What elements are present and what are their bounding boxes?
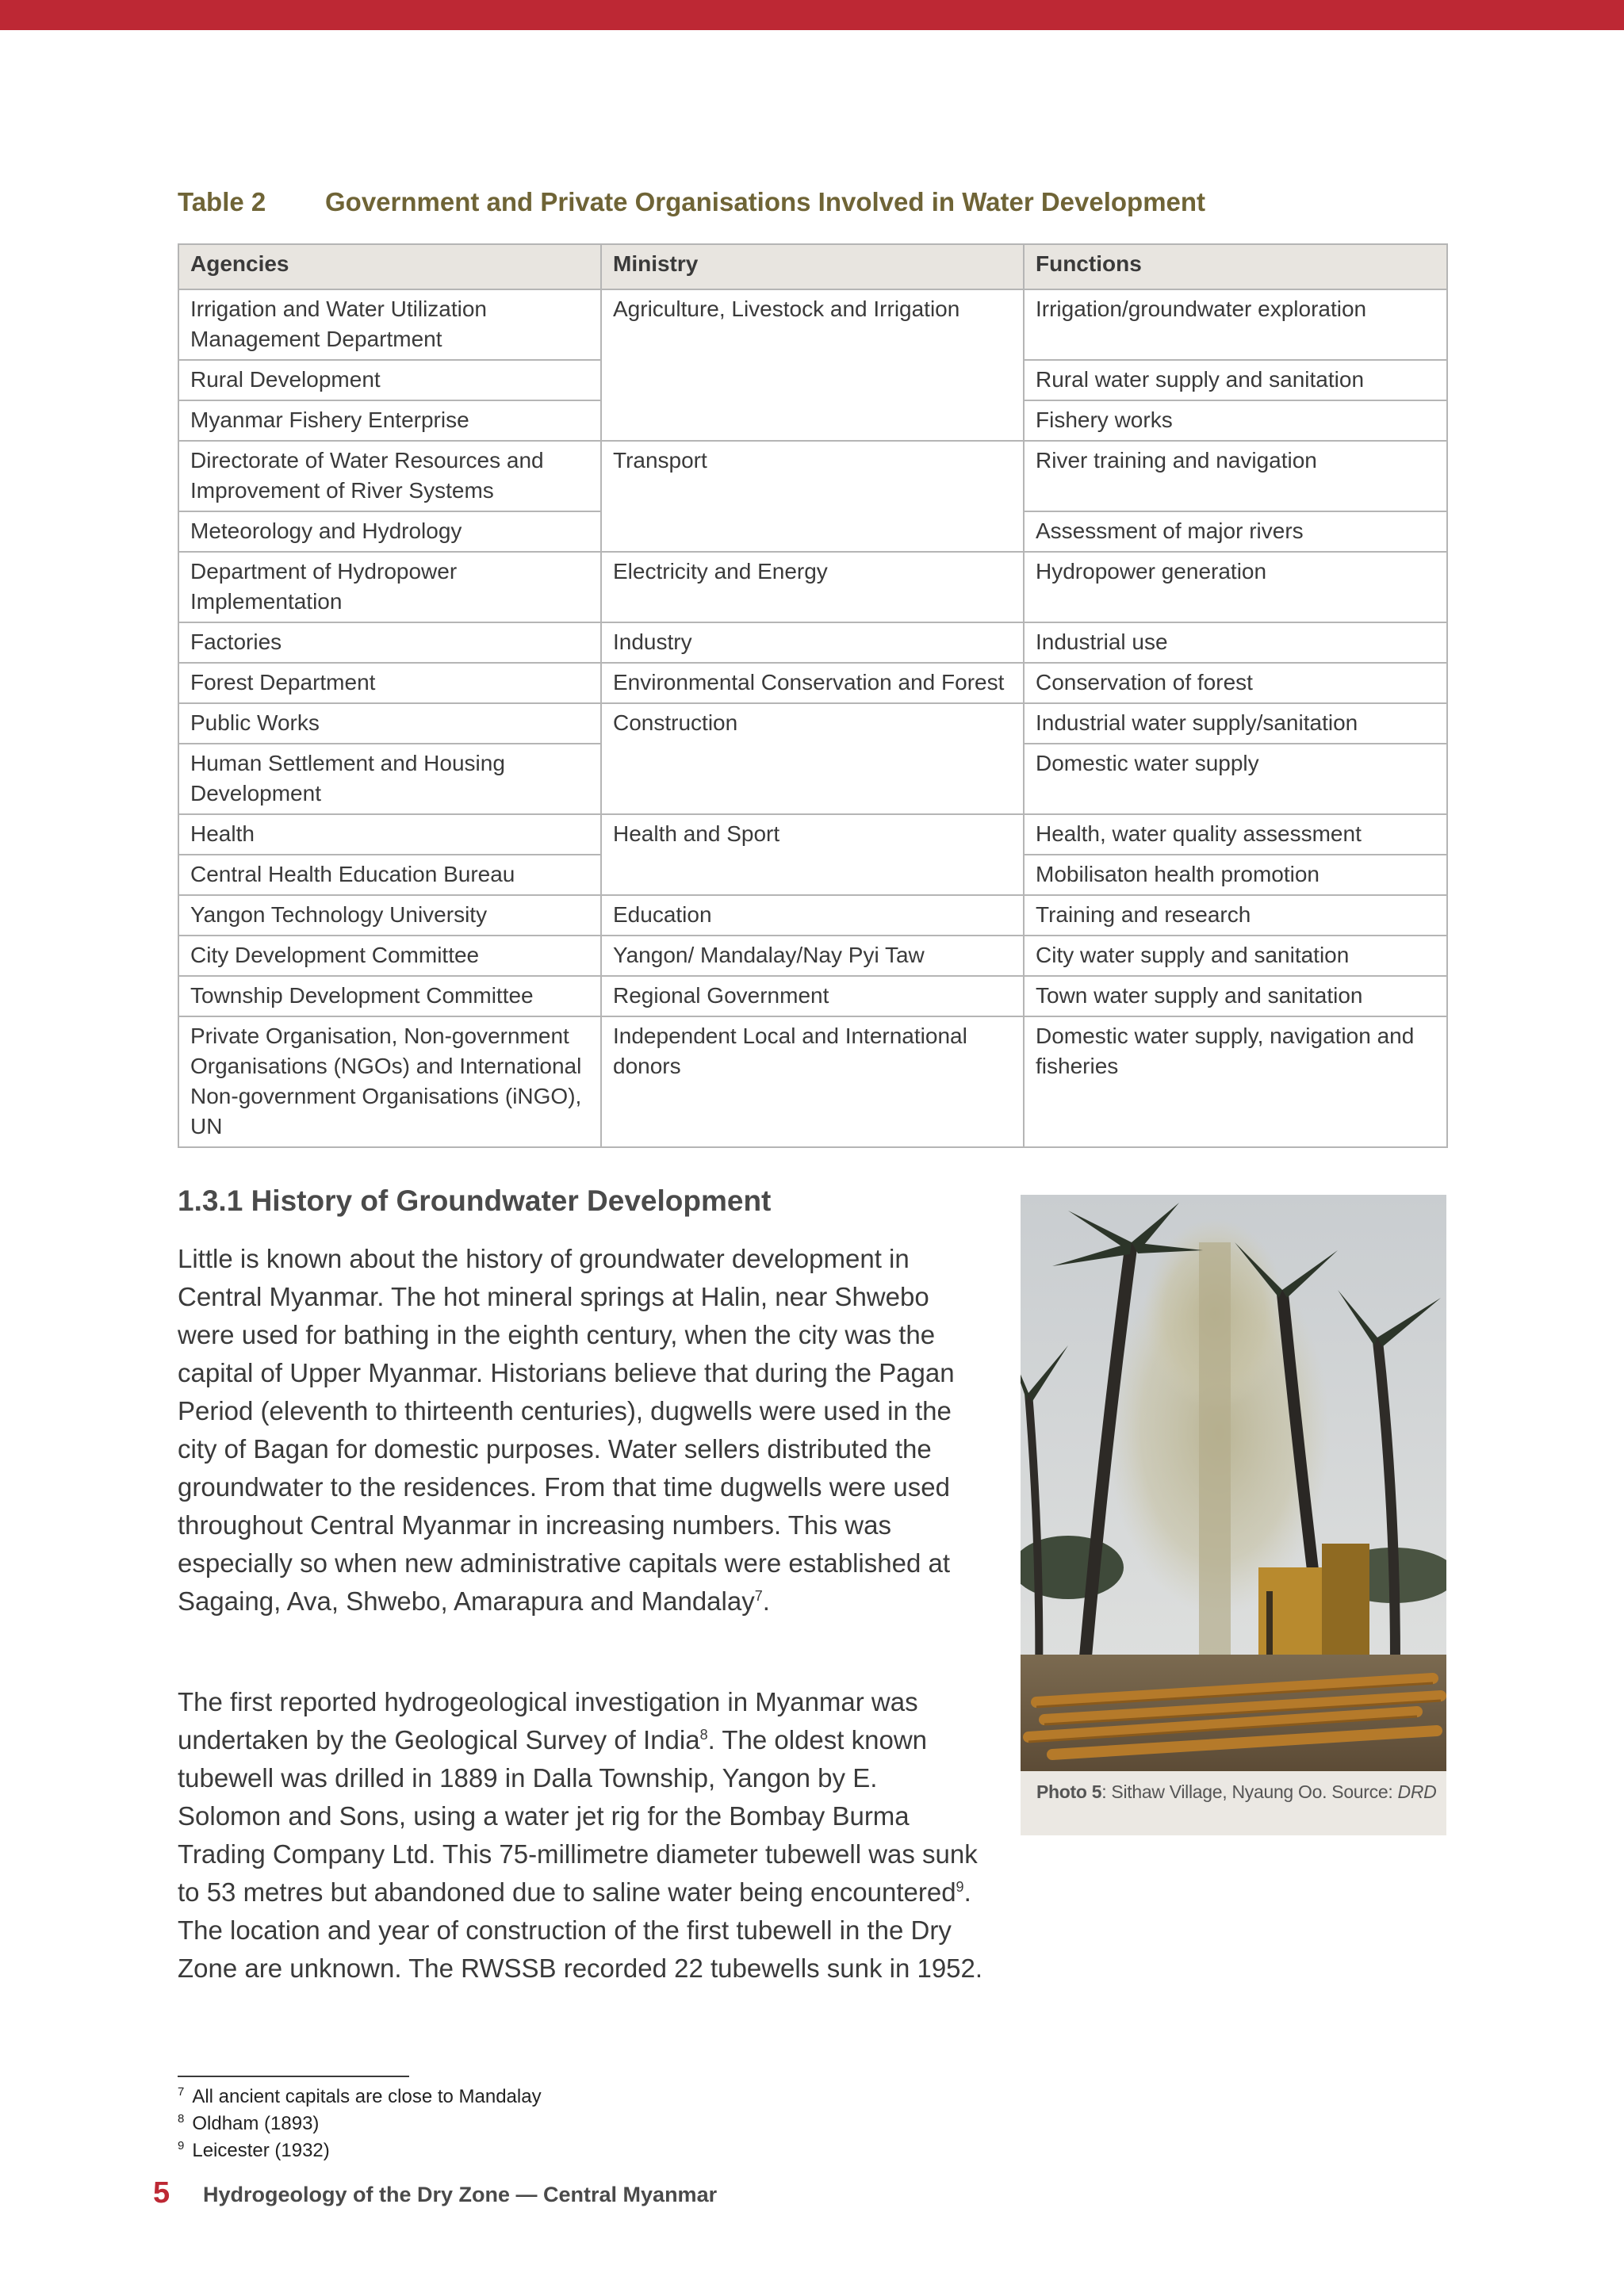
top-accent-bar xyxy=(0,0,1624,30)
header-functions: Functions xyxy=(1024,244,1447,289)
paragraph-text: . The location and year of construction of the first tubewell in the Dry Zone are unknown. The RWSSB recorded 22 tubewells sunk in 1952. xyxy=(178,1877,983,1983)
ministry-cell: Electricity and Energy xyxy=(601,552,1024,622)
footnote-text: All ancient capitals are close to Mandalay xyxy=(192,2086,542,2107)
ministry-cell: Agriculture, Livestock and Irrigation xyxy=(601,289,1024,441)
footnote xyxy=(178,2084,542,2110)
organisations-table xyxy=(178,243,1448,1148)
footnotes xyxy=(178,2084,542,2164)
header-ministry: Ministry xyxy=(601,244,1024,289)
table-row xyxy=(178,936,1447,976)
header-agencies: Agencies xyxy=(178,244,601,289)
ministry-cell: Health and Sport xyxy=(601,814,1024,895)
photo-caption xyxy=(1036,1781,1436,1803)
footnote-text: Oldham (1893) xyxy=(192,2113,320,2134)
table-row xyxy=(178,895,1447,936)
running-title: Hydrogeology of the Dry Zone — Central Myanmar xyxy=(203,2183,718,2206)
photo-caption-text: : Sithaw Village, Nyaung Oo. Source: xyxy=(1101,1781,1398,1802)
footnote-number: 9 xyxy=(178,2139,185,2152)
drilling-photo xyxy=(1021,1195,1446,1771)
agency-cell: City Development Committee xyxy=(178,936,601,976)
table-row xyxy=(178,622,1447,663)
agency-cell: Health xyxy=(178,814,601,855)
agency-cell: Rural Development xyxy=(178,360,601,400)
footnote-text: Leicester (1932) xyxy=(192,2140,330,2161)
section-heading: 1.3.1 History of Groundwater Development xyxy=(178,1184,772,1217)
ministry-cell: Regional Government xyxy=(601,976,1024,1016)
function-cell: Domestic water supply xyxy=(1024,744,1447,814)
photo-figure xyxy=(1021,1195,1446,1835)
table-title: Government and Private Organisations Involved in Water Development xyxy=(325,187,1206,216)
agency-cell: Township Development Committee xyxy=(178,976,601,1016)
ministry-cell: Construction xyxy=(601,703,1024,814)
function-cell: Assessment of major rivers xyxy=(1024,511,1447,552)
agency-cell: Meteorology and Hydrology xyxy=(178,511,601,552)
table-caption xyxy=(178,187,1446,217)
table-row xyxy=(178,1016,1447,1147)
table-row xyxy=(178,441,1447,511)
agency-cell: Public Works xyxy=(178,703,601,744)
table-row xyxy=(178,663,1447,703)
ministry-cell: Industry xyxy=(601,622,1024,663)
function-cell: Rural water supply and sanitation xyxy=(1024,360,1447,400)
function-cell: Health, water quality assessment xyxy=(1024,814,1447,855)
footnote-ref[interactable]: 9 xyxy=(956,1879,964,1895)
footnote-ref[interactable]: 7 xyxy=(754,1588,763,1604)
photo-label: Photo 5 xyxy=(1036,1781,1102,1802)
function-cell: Town water supply and sanitation xyxy=(1024,976,1447,1016)
paragraph-text: . The oldest known tubewell was drilled in 1889 in Dalla Township, Yangon by E. Solomon and Sons, using a water jet rig for the Bombay Burma Trading Company Ltd. This 75-millimetre diameter tubewell was sunk to 53 metres but abandoned due to saline water being encountered xyxy=(178,1725,978,1907)
function-cell: Industrial water supply/sanitation xyxy=(1024,703,1447,744)
ministry-cell: Independent Local and International donors xyxy=(601,1016,1024,1147)
table-header-row xyxy=(178,244,1447,289)
agency-cell: Yangon Technology University xyxy=(178,895,601,936)
footnote xyxy=(178,2137,542,2164)
footnote xyxy=(178,2110,542,2137)
agency-cell: Central Health Education Bureau xyxy=(178,855,601,895)
photo-source: DRD xyxy=(1397,1781,1437,1802)
function-cell: Domestic water supply, navigation and fisheries xyxy=(1024,1016,1447,1147)
agency-cell: Department of Hydropower Implementation xyxy=(178,552,601,622)
function-cell: Hydropower generation xyxy=(1024,552,1447,622)
paragraph-text: Little is known about the history of groundwater development in Central Myanmar. The hot mineral springs at Halin, near Shwebo were used for bathing in the eighth century, when the city was the capital of Upper Myanmar. Historians believe that during the Pagan Period (eleventh to thirteenth centuries), dugwells were used in the city of Bagan for domestic purposes. Water sellers distributed the groundwater to the residences. From that time dugwells were used throughout Central Myanmar in increasing numbers. This was especially so when new administrative capitals were established at Sagaing, Ava, Shwebo, Amarapura and Mandalay xyxy=(178,1244,955,1616)
ministry-cell: Education xyxy=(601,895,1024,936)
agency-cell: Private Organisation, Non-government Organisations (NGOs) and International Non-government Organisations (iNGO), UN xyxy=(178,1016,601,1147)
table-row xyxy=(178,976,1447,1016)
table-row xyxy=(178,703,1447,744)
table-row xyxy=(178,552,1447,622)
agency-cell: Irrigation and Water Utilization Management Department xyxy=(178,289,601,360)
agency-cell: Human Settlement and Housing Development xyxy=(178,744,601,814)
footnote-divider xyxy=(178,2076,409,2077)
body-paragraph-2 xyxy=(178,1683,986,1988)
paragraph-text: . xyxy=(762,1586,770,1616)
body-paragraph-1 xyxy=(178,1240,986,1621)
function-cell: Industrial use xyxy=(1024,622,1447,663)
footnote-number: 7 xyxy=(178,2085,185,2099)
function-cell: Mobilisaton health promotion xyxy=(1024,855,1447,895)
footnote-number: 8 xyxy=(178,2112,185,2126)
agency-cell: Directorate of Water Resources and Improvement of River Systems xyxy=(178,441,601,511)
ministry-cell: Environmental Conservation and Forest xyxy=(601,663,1024,703)
function-cell: Fishery works xyxy=(1024,400,1447,441)
agency-cell: Myanmar Fishery Enterprise xyxy=(178,400,601,441)
function-cell: Training and research xyxy=(1024,895,1447,936)
agency-cell: Factories xyxy=(178,622,601,663)
ministry-cell: Yangon/ Mandalay/Nay Pyi Taw xyxy=(601,936,1024,976)
page-number: 5 xyxy=(153,2176,170,2210)
table-row xyxy=(178,289,1447,360)
paragraph-text: The first reported hydrogeological investigation in Myanmar was undertaken by the Geological Survey of India xyxy=(178,1687,918,1755)
function-cell: River training and navigation xyxy=(1024,441,1447,511)
ministry-cell: Transport xyxy=(601,441,1024,552)
table-row xyxy=(178,814,1447,855)
footnote-ref[interactable]: 8 xyxy=(699,1727,708,1743)
function-cell: City water supply and sanitation xyxy=(1024,936,1447,976)
function-cell: Conservation of forest xyxy=(1024,663,1447,703)
table-number: Table 2 xyxy=(178,187,266,216)
function-cell: Irrigation/groundwater exploration xyxy=(1024,289,1447,360)
agency-cell: Forest Department xyxy=(178,663,601,703)
